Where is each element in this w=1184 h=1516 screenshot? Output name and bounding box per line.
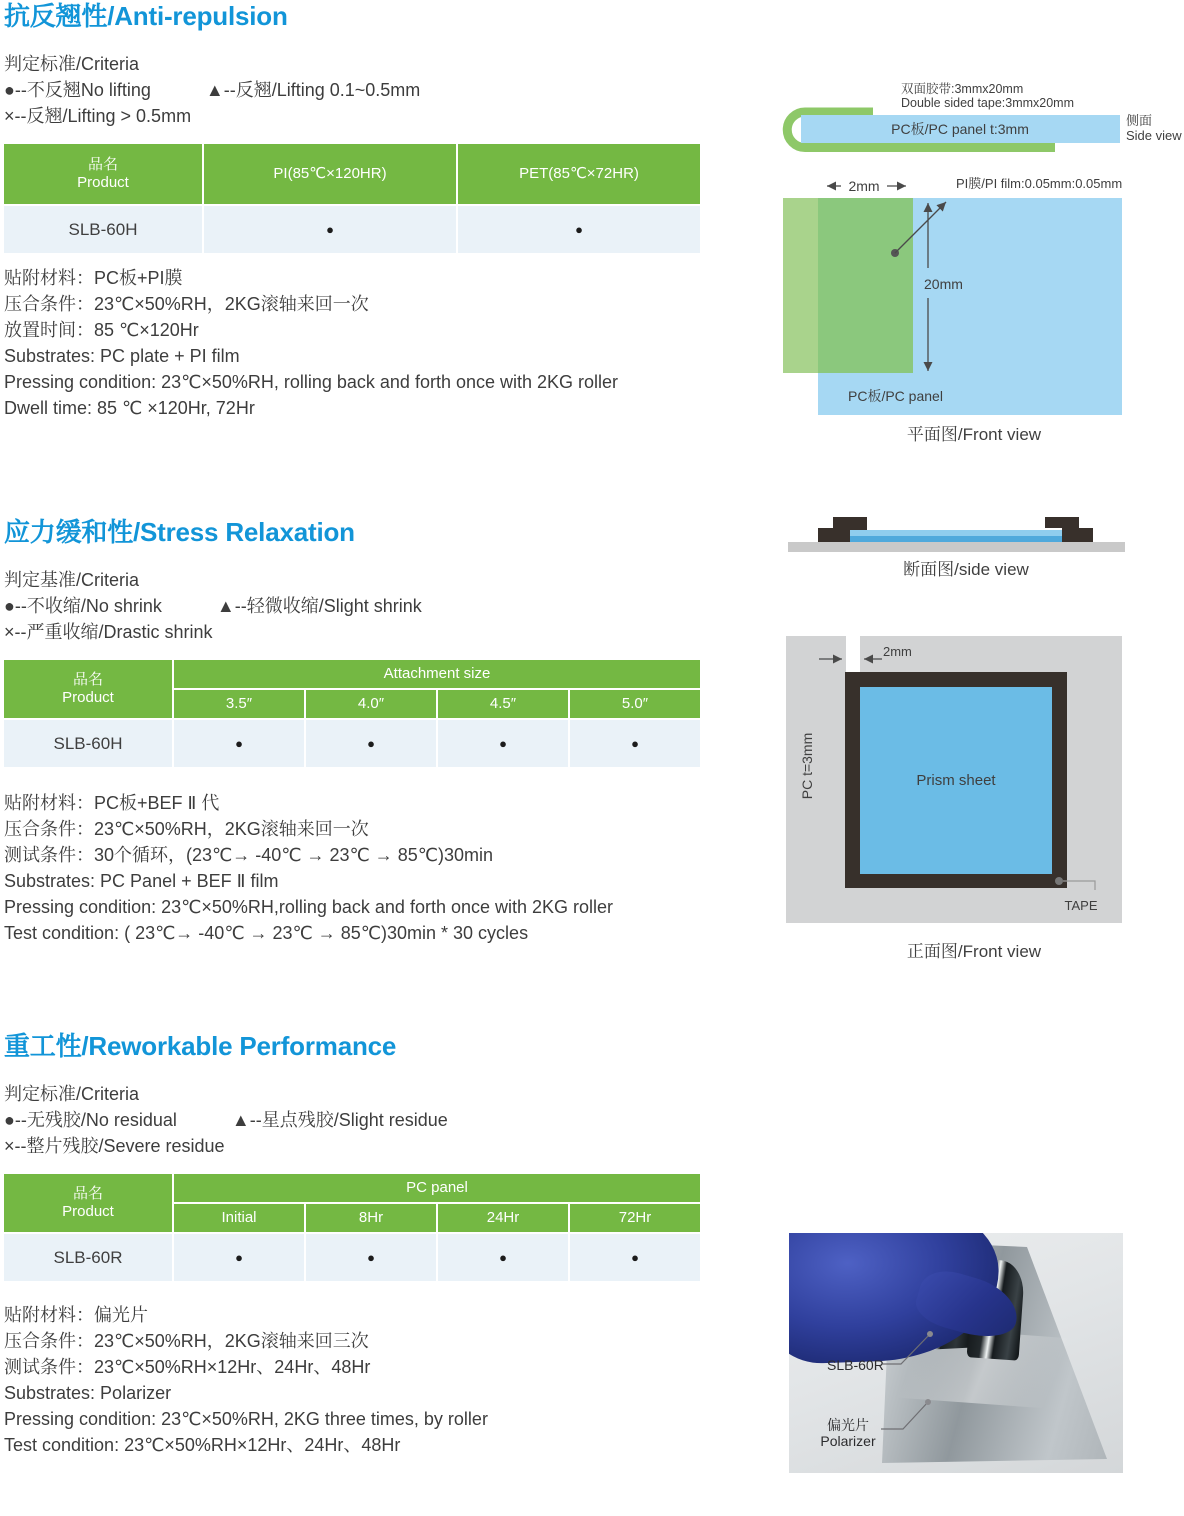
- criteria-line-1: [4, 1107, 704, 1133]
- stress-relaxation-table: [4, 660, 704, 767]
- section-title-stress-relaxation: 应力缓和性/Stress Relaxation: [4, 517, 355, 547]
- criteria-item-fail: ×--整片残胶/Severe residue: [4, 1136, 225, 1156]
- note-line: 贴附材料：PC板+BEF Ⅱ 代: [4, 793, 220, 813]
- criteria-line-2: [4, 1133, 704, 1159]
- result-dot-icon: ●: [204, 206, 456, 253]
- note-line: Pressing condition: 23℃×50%RH, 2KG three times, by roller: [4, 1409, 488, 1429]
- criteria-item-mid: ▲--轻微收缩/Slight shrink: [216, 596, 422, 616]
- height-dim-label: 20mm: [924, 276, 963, 292]
- clamp-block-shape: [1045, 517, 1079, 528]
- criteria-line-1: [4, 77, 704, 103]
- note-line: Test condition: 23℃×50%RH×12Hr、24Hr、48Hr: [4, 1435, 401, 1455]
- note-line: 压合条件：23℃×50%RH，2KG滚轴来回一次: [4, 294, 369, 314]
- pc-panel-label: PC板/PC panel t:3mm: [891, 121, 1029, 137]
- table-header-product: [4, 660, 172, 718]
- note-line: 测试条件：30个循环，(23℃→ -40℃ → 23℃ → 85℃)30min: [4, 845, 493, 865]
- side-view-label-en: Side view: [1126, 128, 1182, 143]
- note-line: 压合条件：23℃×50%RH，2KG滚轴来回三次: [4, 1331, 369, 1351]
- reworkable-table: [4, 1174, 704, 1281]
- note-line: 贴附材料：偏光片: [4, 1305, 148, 1325]
- film-strip-bottom-shape: [850, 536, 1062, 542]
- photo-product-label: SLB-60R: [827, 1357, 884, 1373]
- section-reworkable-performance: [4, 1030, 704, 1458]
- product-header-zh: 品名: [87, 156, 118, 173]
- diagram-front-view-1: [774, 172, 1184, 450]
- table-group-header: PC panel: [174, 1174, 700, 1202]
- notes-block: [4, 265, 704, 421]
- result-dot-icon: ●: [570, 720, 700, 767]
- polarizer-label-zh: 偏光片: [827, 1417, 869, 1433]
- table-header-product: [4, 1174, 172, 1232]
- side-view-label-zh: 侧面: [1126, 113, 1153, 128]
- table-group-header: Attachment size: [174, 660, 700, 688]
- table-subheader: 4.0″: [306, 690, 436, 718]
- notes-block: [4, 790, 704, 946]
- table-subheader: 3.5″: [174, 690, 304, 718]
- note-line: Pressing condition: 23℃×50%RH, rolling back and forth once with 2KG roller: [4, 372, 619, 392]
- criteria-heading: 判定标准/Criteria: [4, 1084, 140, 1104]
- result-dot-icon: ●: [174, 1234, 304, 1281]
- result-dot-icon: ●: [306, 720, 436, 767]
- tape-label-en: Double sided tape:3mmx20mm: [901, 96, 1074, 110]
- criteria-item-pass: ●--不收缩/No shrink: [4, 596, 162, 616]
- product-header-en: Product: [77, 174, 129, 191]
- side-view-label: [1126, 113, 1182, 143]
- tape-callout-dot-icon: [1055, 877, 1063, 885]
- table-product-cell: SLB-60H: [4, 720, 172, 767]
- criteria-item-fail: ×--反翘/Lifting > 0.5mm: [4, 106, 192, 126]
- product-header-zh: 品名: [72, 671, 103, 688]
- table-subheader: 72Hr: [570, 1204, 700, 1232]
- photo-reworkable-performance: [789, 1233, 1123, 1473]
- note-line: 放置时间：85 ℃×120Hr: [4, 320, 199, 340]
- pi-film-label: PI膜/PI film:0.05mm:0.05mm: [956, 176, 1123, 191]
- note-line: Test condition: ( 23℃→ -40℃ → 23℃ → 85℃)30min * 30 cycles: [4, 923, 529, 943]
- note-line: Dwell time: 85 ℃ ×120Hr, 72Hr: [4, 398, 255, 418]
- criteria-line-2: [4, 619, 704, 645]
- clamp-block-shape: [1062, 528, 1093, 542]
- note-line: 贴附材料：PC板+PI膜: [4, 268, 183, 288]
- prism-sheet-label: Prism sheet: [916, 772, 996, 789]
- criteria-item-fail: ×--严重收缩/Drastic shrink: [4, 622, 213, 642]
- section-anti-repulsion: [4, 0, 704, 421]
- anti-repulsion-table: [4, 144, 704, 253]
- diagram-front-view-2: [774, 634, 1184, 966]
- section-title-anti-repulsion: 抗反翘性/Anti-repulsion: [4, 1, 288, 31]
- result-dot-icon: ●: [438, 1234, 568, 1281]
- tape-label: TAPE: [1064, 898, 1098, 913]
- note-line: 测试条件：23℃×50%RH×12Hr、24Hr、48Hr: [4, 1357, 371, 1377]
- table-subheader: 8Hr: [306, 1204, 436, 1232]
- criteria-line-2: [4, 103, 704, 129]
- gap-strip-shape: [846, 636, 860, 672]
- note-line: Substrates: PC Panel + BEF Ⅱ film: [4, 871, 279, 891]
- film-strip-top-shape: [850, 530, 1062, 536]
- product-header-en: Product: [62, 1203, 114, 1220]
- product-header-en: Product: [62, 689, 114, 706]
- criteria-item-pass: ●--不反翘No lifting: [4, 80, 151, 100]
- section-title-reworkable: 重工性/Reworkable Performance: [4, 1031, 397, 1061]
- clamp-block-shape: [833, 517, 867, 528]
- table-header-pet: PET(85℃×72HR): [458, 144, 700, 204]
- table-subheader: 4.5″: [438, 690, 568, 718]
- product-header-zh: 品名: [72, 1185, 103, 1202]
- table-header-pi: PI(85℃×120HR): [204, 144, 456, 204]
- tape-overlap-shape: [818, 198, 913, 373]
- front-view-caption: 平面图/Front view: [906, 425, 1042, 444]
- front-view-caption: 正面图/Front view: [906, 942, 1042, 961]
- result-dot-icon: ●: [570, 1234, 700, 1281]
- criteria-item-mid: ▲--反翘/Lifting 0.1~0.5mm: [205, 80, 421, 100]
- criteria-item-pass: ●--无残胶/No residual: [4, 1110, 177, 1130]
- table-subheader: 24Hr: [438, 1204, 568, 1232]
- criteria-heading: 判定标准/Criteria: [4, 54, 140, 74]
- table-subheader: 5.0″: [570, 690, 700, 718]
- gap-dim-label: 2mm: [883, 644, 912, 659]
- pc-thickness-label: PC t=3mm: [799, 732, 815, 800]
- diagram-side-view: [774, 103, 1184, 165]
- table-subheader: Initial: [174, 1204, 304, 1232]
- result-dot-icon: ●: [174, 720, 304, 767]
- note-line: Substrates: PC plate + PI film: [4, 346, 240, 366]
- table-product-cell: SLB-60R: [4, 1234, 172, 1281]
- section-stress-relaxation: [4, 516, 704, 946]
- table-product-cell: SLB-60H: [4, 206, 202, 253]
- criteria-line-1: [4, 593, 704, 619]
- note-line: 压合条件：23℃×50%RH，2KG滚轴来回一次: [4, 819, 369, 839]
- tape-overhang-shape: [783, 198, 818, 373]
- cross-section-caption: 断面图/side view: [903, 560, 1029, 579]
- criteria-item-mid: ▲--星点残胶/Slight residue: [231, 1110, 448, 1130]
- diagram-cross-section: [774, 512, 1184, 584]
- pc-panel-label: PC板/PC panel: [848, 388, 943, 404]
- notes-block: [4, 1302, 704, 1458]
- tape-label-zh: 双面胶带:3mmx20mm: [901, 82, 1024, 96]
- table-header-product: [4, 144, 202, 204]
- note-line: Substrates: Polarizer: [4, 1383, 172, 1403]
- result-dot-icon: ●: [306, 1234, 436, 1281]
- result-dot-icon: ●: [458, 206, 700, 253]
- width-dim-label: 2mm: [848, 178, 880, 194]
- photo-polarizer-label: [813, 1417, 883, 1449]
- base-bar-shape: [788, 542, 1125, 552]
- result-dot-icon: ●: [438, 720, 568, 767]
- criteria-heading: 判定基准/Criteria: [4, 570, 140, 590]
- note-line: Pressing condition: 23℃×50%RH,rolling back and forth once with 2KG roller: [4, 897, 614, 917]
- polarizer-label-en: Polarizer: [820, 1433, 876, 1449]
